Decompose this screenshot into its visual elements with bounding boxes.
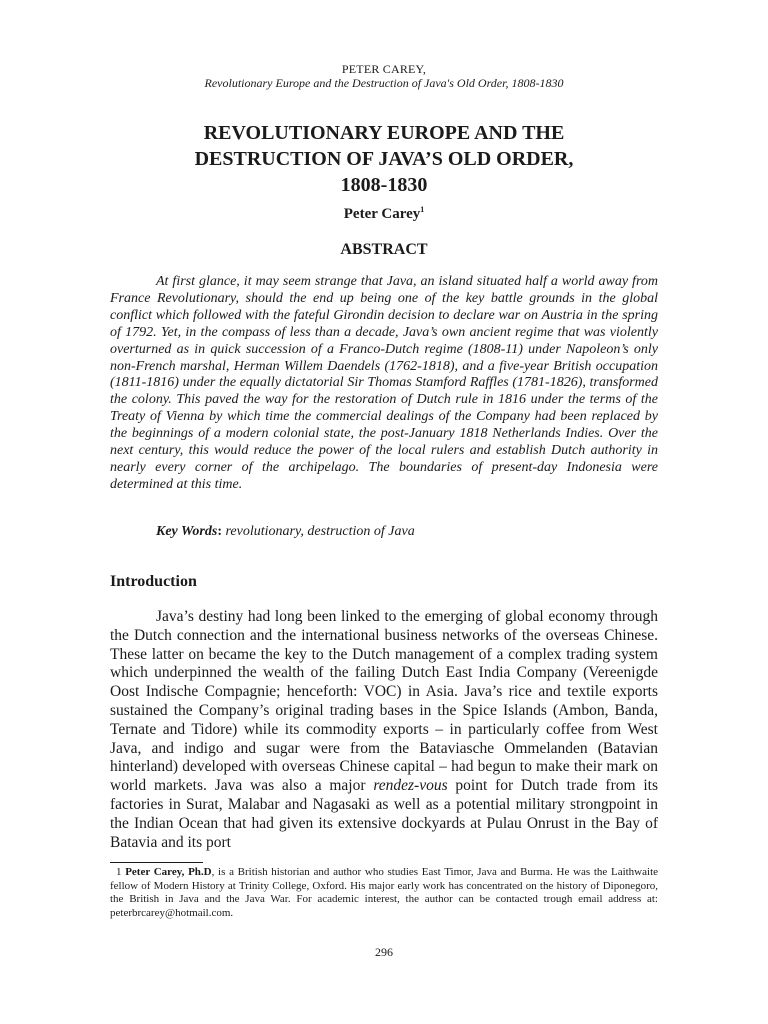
paper-title — [0, 120, 768, 198]
intro-text-part-2: point for Dutch trade from its factories in Surat, Malabar and Nagasaki as well as a potential military strongpoint in the Indian Ocean that had given its extensive dockyards at Pulau Onrust in the Bay of Batavia and its port — [110, 777, 658, 851]
running-header-author: PETER CAREY, — [341, 62, 427, 76]
paper-title-line-3: 1808-1830 — [340, 174, 428, 196]
keywords-value: revolutionary, destruction of Java — [222, 524, 415, 539]
footnote-author-name: Peter Carey, Ph.D — [125, 866, 212, 878]
introduction-paragraph — [110, 608, 658, 852]
introduction-heading: Introduction — [110, 573, 197, 590]
page-number: 296 — [375, 945, 393, 959]
footnote-marker: 1 — [116, 866, 122, 878]
paper-title-line-2: DESTRUCTION OF JAVA’S OLD ORDER, — [194, 148, 574, 170]
intro-text-italic: rendez-vous — [373, 777, 448, 795]
paper-title-line-1: REVOLUTIONARY EUROPE AND THE — [203, 122, 565, 144]
running-header — [0, 62, 768, 90]
keywords — [156, 524, 415, 540]
footnote-text: , is a British historian and author who studies East Timor, Java and Burma. He was the Laithwaite fellow of Modern History at Trinity College, Oxford. His major early work has concentrated on the history of Diponegoro, the British in Java and the Java War. For academic interest, the author can be contacted trough email address at: peterbrcarey@hotmail.com. — [110, 866, 659, 919]
abstract-text: At first glance, it may seem strange that Java, an island situated half a world away from France Revolutionary, should the end up being one of the key battle grounds in the global conflict which followed with the fateful Girondin decision to declare war on Austria in the spring of 1792. Yet, in the compass of less than a decade, Java’s own ancient regime that was violently overturned as in quick succession of a Franco-Dutch regime (1808-11) under Napoleon’s only non-French marshal, Herman Willem Daendels (1762-1818), and a five-year British occupation (1811-1816) under the equally dictatorial Sir Thomas Stamford Raffles (1781-1826), transformed the colony. This paved the way for the restoration of Dutch rule in 1816 under the terms of the Treaty of Vienna by which time the commercial dealings of the Company had been replaced by the beginnings of a modern colonial state, the post-January 1818 Netherlands Indies. Over the next century, this would reduce the power of the local rulers and establish Dutch authority in nearly every corner of the archipelago. The boundaries of present-day Indonesia were determined at this time. — [110, 274, 658, 492]
keywords-colon: : — [217, 524, 222, 539]
keywords-label: Key Words — [156, 524, 218, 539]
author-name: Peter Carey — [343, 206, 421, 222]
abstract-heading: ABSTRACT — [340, 241, 428, 258]
intro-text-part-1: Java’s destiny had long been linked to the emerging of global economy through the Dutch connection and the international business networks of the overseas Chinese. These latter on became the key to the Dutch management of a complex trading system which underpinned the wealth of the failing Dutch East India Company (Vereenigde Oost Indische Compagnie; henceforth: VOC) in Asia. Java’s rice and textile exports sustained the Company’s original trading bases in the Spice Islands (Ambon, Banda, Ternate and Tidore) while its commodity exports – in particularly coffee from West Java, and indigo and sugar were from the Bataviasche Ommelanden (Batavian hinterland) developed with overseas Chinese capital – had begun to make their mark on world markets. Java was also a major — [110, 608, 658, 795]
footnote-divider — [110, 862, 203, 863]
footnote — [110, 866, 658, 920]
running-header-citation: Revolutionary Europe and the Destruction of Java's Old Order, 1808-1830 — [204, 76, 564, 90]
author-byline — [0, 205, 768, 223]
author-footnote-marker: 1 — [420, 205, 425, 214]
